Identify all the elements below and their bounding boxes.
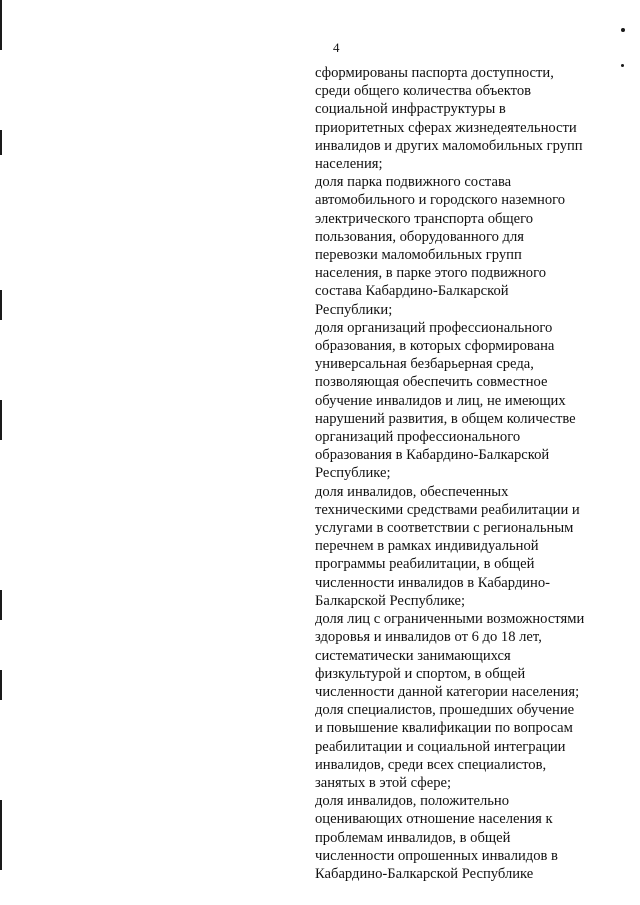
text-line: Кабардино-Балкарской Республике [315, 865, 534, 882]
text-line: программы реабилитации, в общей [315, 556, 535, 573]
text-line: населения, в парке этого подвижного [315, 265, 547, 282]
page-number: 4 [333, 40, 340, 55]
text-line: Республики; [315, 301, 393, 318]
text-line: позволяющая обеспечить совместное [315, 374, 548, 391]
text-line: населения; [315, 156, 383, 173]
scan-edge-mark [0, 670, 2, 700]
text-line: социальной инфраструктуры в [315, 101, 506, 118]
text-line: перевозки маломобильных групп [315, 247, 522, 264]
text-line: физкультурой и спортом, в общей [315, 665, 526, 682]
text-line: среди общего количества объектов [315, 83, 532, 100]
text-line: автомобильного и городского наземного [315, 192, 566, 209]
text-line: пользования, оборудованного для [315, 228, 524, 245]
text-line: образования в Кабардино-Балкарской [315, 447, 550, 464]
text-line: доля инвалидов, положительно [315, 793, 510, 810]
text-line: сформированы паспорта доступности, [315, 65, 554, 81]
scan-edge-mark [0, 400, 2, 440]
text-line: обучение инвалидов и лиц, не имеющих [315, 392, 566, 409]
scan-edge-mark [0, 590, 2, 620]
text-line: приоритетных сферах жизнедеятельности [315, 119, 577, 136]
text-line: Балкарской Республике; [315, 592, 466, 609]
text-line: оценивающих отношение населения к [315, 811, 553, 828]
text-line: перечнем в рамках индивидуальной [315, 538, 539, 555]
text-line: доля организаций профессионального [315, 319, 553, 336]
text-line: численности инвалидов в Кабардино- [315, 574, 551, 591]
text-line: состава Кабардино-Балкарской [315, 283, 509, 300]
text-line: доля специалистов, прошедших обучение [315, 702, 575, 719]
text-line: численности данной категории населения; [315, 683, 580, 700]
text-line: нарушений развития, в общем количестве [315, 410, 576, 427]
scan-edge-mark [0, 130, 2, 155]
scan-dot-mark [621, 28, 625, 32]
text-line: и повышение квалификации по вопросам [315, 720, 573, 737]
text-line: услугами в соответствии с региональным [315, 520, 574, 537]
text-line: численности опрошенных инвалидов в [315, 847, 558, 864]
text-line: занятых в этой сфере; [315, 774, 452, 791]
text-line: техническими средствами реабилитации и [315, 501, 580, 518]
text-line: доля парка подвижного состава [315, 174, 512, 191]
text-line: здоровья и инвалидов от 6 до 18 лет, [315, 629, 542, 646]
text-line: организаций профессионального [315, 429, 521, 446]
scan-dot-mark [621, 64, 624, 67]
text-line: Республике; [315, 465, 391, 482]
text-line: систематически занимающихся [315, 647, 511, 664]
text-line: доля лиц с ограниченными возможностями [315, 611, 585, 628]
scan-edge-mark [0, 800, 2, 870]
scan-edge-mark [0, 290, 2, 320]
text-line: универсальная безбарьерная среда, [315, 356, 534, 373]
text-line: образования, в которых сформирована [315, 338, 555, 355]
text-line: реабилитации и социальной интеграции [315, 738, 566, 755]
text-line: электрического транспорта общего [315, 210, 534, 227]
scan-edge-mark [0, 0, 2, 50]
text-line: доля инвалидов, обеспеченных [315, 483, 509, 500]
document-body [315, 64, 615, 883]
text-line: инвалидов и других маломобильных групп [315, 137, 583, 154]
text-line: инвалидов, среди всех специалистов, [315, 756, 547, 773]
text-line: проблемам инвалидов, в общей [315, 829, 511, 846]
